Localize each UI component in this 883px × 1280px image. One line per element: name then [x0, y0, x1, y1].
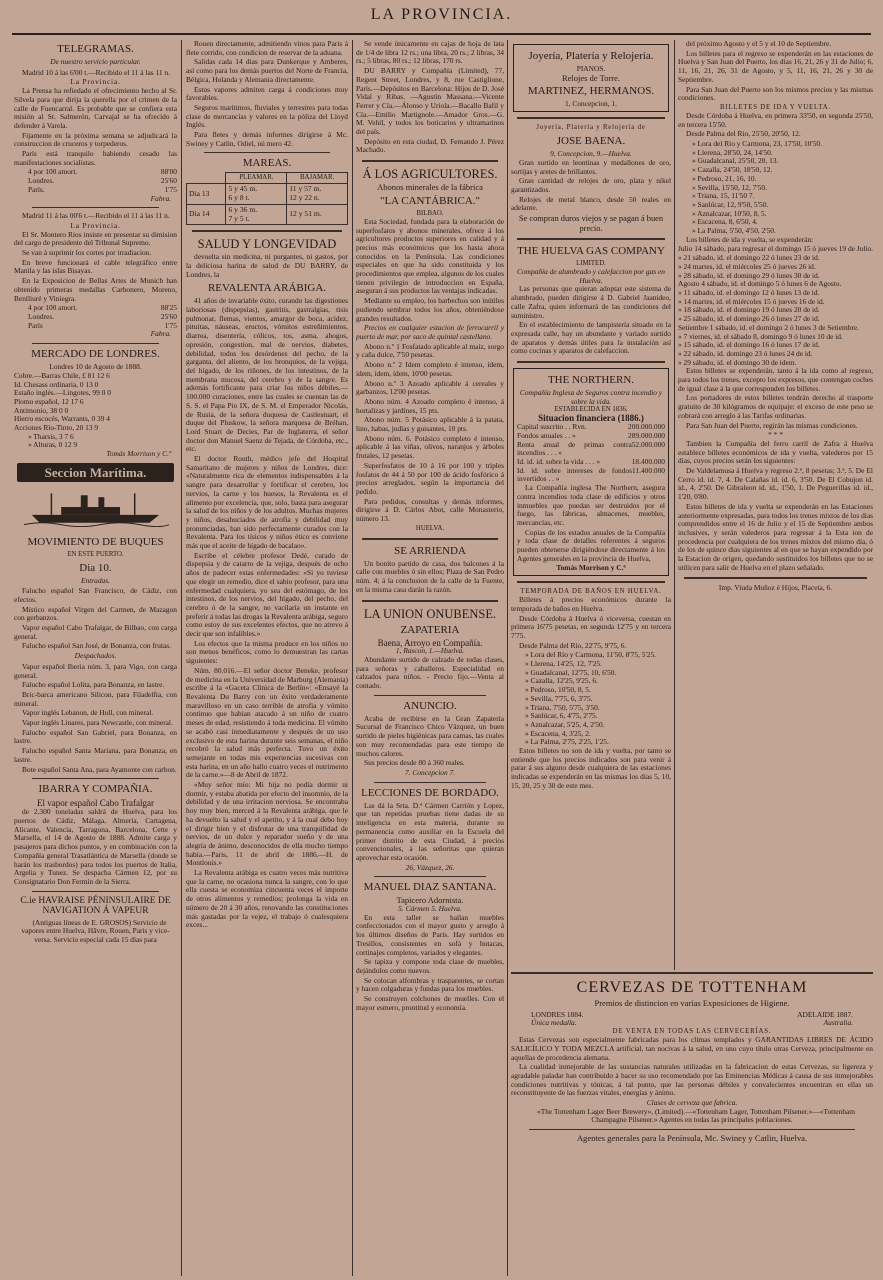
beer-paragraph: Estas Cervezas son especialmente fabricadas para los climas templados y GARANTIDAS LIBRES DE ÁCIDO SALICÍLICO Y TODA MEZCLA artificial, tan nocivas á la salud, en uno cuyo título otras Cerveza, principalmente en aquellas de procedencia alemana.	[511, 1035, 873, 1062]
fertilizer-item: Abono n.º 2 Idem completo é intenso, ídem, ídem, ídem, ídem, 10'00 pesetas.	[356, 360, 504, 378]
union-onubense-heading: LA UNION ONUBENSE.	[363, 606, 497, 621]
fare-row: » Sanlúcar, 12, 9'50, 5'50.	[692, 199, 769, 209]
date-row: » 25 sábado, id. el domingo 26 ó lunes 27 de id.	[678, 314, 820, 324]
gas-company-paragraph: En el establecimiento de lampistería situado en la expresada calle, hay un abundante y variado surtido de aparatos y demás útiles para la instalación así como cocinas y aparatos de calefaccion.	[511, 320, 671, 356]
market-row: Antimonio, 38 0 0	[14, 405, 69, 415]
divider	[32, 891, 159, 892]
revalenta-local-depot: Depósito en esta ciudad, D. Fernando J. Pérez Machado.	[356, 136, 504, 155]
divider	[517, 117, 665, 119]
rate-row: Londres. 25'60	[28, 176, 177, 186]
health-ad-paragraph: «Muy señor mío: Mi hija no podía dormir ni dormir, y estaba abatida por efecto del insomnio, de la debilidad y de una irritacion nerviosa. Se encontraba hoy muy bien, merced á la Revalenta arábiga, que le ha devuelto la salud y el apetito, y á la cual debo hoy el dirigir bien y el disfrutar de una tranquilidad de nervios, de un dulce y reparador sueño y de una alegría de ánimo, desconocidos de ella mucho tiempo había.—Paris, 11 de abril de 1886.—H. de Montlouis.»	[186, 780, 348, 868]
zafra-paragraph: De Valdelamusa á Huelva y regreso 2.ª, 8 pesetas; 3.ª, 5. De El Cerro id. id. 7, 4. De Calañas id. id. 6, 3'50. De El Cobujon id. id., 4, 2'50. De Gibraleon id. id., 1'50, 1. De Peguerillas id. id., 1'20, 0'80.	[678, 466, 873, 502]
column-jewelry-insurance	[511, 40, 671, 970]
fare-row: » Triana, 7'50, 5'75, 3'50.	[525, 702, 600, 712]
movement-day: Dia 10.	[79, 561, 112, 574]
column-divider	[181, 40, 182, 1276]
divider	[517, 238, 665, 240]
divider	[529, 1129, 855, 1130]
column-telegrams-maritime	[14, 40, 177, 1276]
steamship-illustration	[22, 489, 169, 527]
shipping-paragraph: Para fletes y demás informes dirigirse á Mc. Swiney y Catlin, Odiel, nú mero 42.	[186, 130, 348, 148]
financial-row: Id. id. sobre intereses de fondos invertidos . . » 11.400.000	[517, 465, 665, 484]
tides-row	[187, 184, 348, 204]
upholsterer-paragraph: Se colocan alfombras y trasparentes, se cortan y hacen colgaduras y fundas para los muebles.	[356, 975, 504, 994]
column-divider	[674, 40, 675, 970]
divider	[374, 876, 486, 877]
rent-heading: SE ARRIENDA	[394, 544, 466, 557]
market-signature: Tomás Morrison y C.ª	[106, 449, 171, 459]
telegram-paragraph: Se van á suprimir los cortes por irradiacion.	[22, 248, 152, 258]
date-row: Julio 14 sábado, para regresar el domingo 15 ó jueves 19 de Julio.	[678, 244, 873, 254]
rate-row: 4 por 100 amort. 88'00	[28, 167, 177, 177]
health-ad-paragraph: La Revalenta arábiga es cuatro veces más nutritiva que la carne, no ocasiona nunca la sangre, con lo que ella cuesta se economiza cincuenta veces el importe de otros alimentos y remedios; prolonga la vida en número de 20 á 30 años, renovando las constituciones más gastadas por la vejez, el trabajo ó cualesquiera exces...	[186, 868, 348, 930]
ticket-paragraph: Los portadores de estos billetes tendrán derecho al trasporte gratuito de 30 kilógramos de equipaje: el exceso de este peso se cobrará con arreglo á las Tarifas ordinarias.	[678, 393, 873, 420]
pleamar-header: PLEAMAR.	[226, 173, 287, 184]
departure-entry: Vapor inglés Linares, para Newcastle, con mineral.	[22, 718, 173, 728]
market-row: » Alturas, 0 12 9	[28, 440, 78, 450]
northern-subheading: Compañía Inglesa de Seguros contra incendio y sobre la vida.	[519, 388, 663, 406]
health-ad-paragraph: El doctor Routh, médico jefe del Hospital Samaritano de mujeres y niños de Londres, dice: «Naturalmente rica de elementos indispensables á la sangre para desarrollar y fortificar el cerebro, los nervios, la carne y los huesos, la Revalenta es el alimento por excelencia, que, solo, basta para asegurar la salud de los niños y de los adultos. Muchas mujeres y niños, desahuciados de atrofia y debilidad muy pronunciadas, han sido perfectamente curados con la Revalenta. Para los tísicos y niños ético es conviene más que el aceite de hígado de bacalao».	[186, 454, 348, 551]
masthead-rule	[12, 33, 871, 35]
beer-ad-subheading: Premios de distincion en varias Exposiciones de Higiene.	[594, 998, 790, 1008]
upholsterer-paragraph: Se tapiza y compone toda clase de muebles, dejándolos como nuevos.	[356, 957, 504, 975]
beer-sale-notice: DE VENTA EN TODAS LAS CERVECERÍAS.	[612, 1028, 772, 1036]
date-row: » 28 sábado, id. el domingo 29 ó lunes 30 de id.	[678, 270, 820, 280]
upholsterer-paragraph: Se construyen colchones de muelles. Con el mayor esmero, prontitud y economía.	[356, 994, 504, 1012]
date-row: » 24 martes, id. el miércoles 25 ó jueves 26 id.	[678, 261, 816, 271]
fertilizer-item: Abono n.º 3 Azoado aplicable á cereales y garbanzos, 12'00 pesetas.	[356, 378, 504, 397]
baena-paragraph: Gran surtido en leontinas y medallones de oro, sortijas y aretes de brillantes.	[511, 157, 671, 176]
anuncio-heading: ANUNCIO.	[403, 699, 457, 712]
exhibition-london: LONDRES 1884.	[531, 1009, 584, 1019]
telegram-signature: Fabra.	[150, 193, 171, 203]
tides-header-row	[187, 173, 348, 184]
upholsterer-heading: MANUEL DIAZ SANTANA.	[363, 881, 497, 894]
fare-row: » La Palma, 2'75, 2'25, 1'25.	[525, 737, 609, 747]
baena-address: 9, Concepcion, 9.—Huelva.	[550, 149, 632, 159]
bathing-paragraph: Desde Palma del Río, 22'75, 9'75, 6.	[519, 640, 627, 650]
tides-bajamar: 11 y 57 m. 12 y 22 n.	[287, 184, 348, 204]
northern-ad-box	[513, 368, 669, 576]
baena-heading: Joyería, Platería y Relojería de	[536, 124, 646, 132]
jewelry-address: 1, Concepcion, 1.	[565, 99, 617, 109]
financial-row: Capital suscrito . . Rvn. 200.000.000	[517, 422, 665, 432]
telegrams-heading: TELEGRAMAS.	[57, 43, 134, 55]
ship-movement-heading: MOVIMIENTO DE BUQUES	[27, 535, 164, 548]
masthead	[0, 6, 883, 36]
divider	[684, 577, 867, 579]
tides-pleamar: 6 y 36 m. 7 y 5 t.	[226, 204, 287, 224]
health-ad-paragraph: Los efectos que la misma produce en los niños no son menos benéficos, como lo demuestran las cartas siguientes:	[186, 638, 348, 666]
upholsterer-paragraph: En esta taller se hallan muebles confeccionados con el mayor gusto y arreglo á los últimos diseños de Paris. Hay surtidos en Tresillos, consistentes en sofá y butacas, cortinajes completos, variados y elegantes.	[356, 912, 504, 957]
london-market-date: Londres 10 de Agosto de 1888.	[49, 362, 142, 372]
bathing-paragraph: Desde Córdoba á Huelva ó viceversa, cuestan en primera 16'75 pesetas, en segunda 12'75 y en tercera 7'75.	[511, 613, 671, 640]
arrival-entry: Falucho español San Francisco, de Cádiz, con efectos.	[14, 586, 177, 604]
cantabrica-name: "LA CANTÁBRICA."	[379, 194, 481, 207]
bathing-fare-list	[511, 651, 671, 747]
date-row: » 21 sábado, id. el domingo 22 ó lunes 23 de id.	[678, 253, 820, 263]
arrival-entry: Falucho español San José, de Bonanza, con frutas.	[22, 641, 172, 651]
financial-row: Id. id. id. sobre la vida . . . » 18.400.000	[517, 456, 665, 466]
market-row: Acciones Río-Tinto, 20 13 9	[14, 423, 99, 433]
gas-company-tagline: Compañía de alumbrado y calefaccion por gas en Huelva.	[517, 267, 665, 285]
tides-row	[187, 204, 348, 224]
tides-day: Dia 14	[187, 204, 226, 224]
fare-row: » Cazalla, 12'25, 9'25, 6.	[525, 676, 598, 686]
revalenta-prices: Se vende únicamente en cajas de hoja de lata de 1/4 de libra 12 rs.; una libra, 20 rs.; 2 libras, 34 rs.; 5 libras, 80 rs.; 12 libras, 170 rs.	[356, 40, 504, 66]
arrivals-label: Entradas.	[81, 575, 110, 585]
shipping-paragraph: Rouen directamente, admitiendo vinos para Paris á flete corrido, con condicion de reservar de la aduana.	[186, 40, 348, 57]
jewelry-heading: Joyería, Platería y Relojería.	[528, 50, 654, 62]
departure-entry: Bote español Santa Ana, para Ayamonte con carbon.	[22, 764, 177, 774]
date-row: » 22 sábado, id. domingo 23 ó lunes 24 de id.	[678, 348, 813, 358]
market-row: Plomo español, 12 17 6	[14, 396, 84, 406]
ticket-paragraph: Estos billetes se expenderán, tanto á la ida como al regreso, para todos los trenes, excepto los expresos, que contengan coches de igual clase á la que corresponden los billetes.	[678, 366, 873, 393]
northern-financial-list	[517, 423, 665, 484]
telegram-paragraph: La Prensa ha refiedado el ofrecimiento hecho al Sr. Silvela para que dirija la querella por el crimen de la calle de Fuencarral. Es probable que se confiera esta misión al Sr. Salmerón, Carvajal se ha ofrecido á defender á Varela.	[14, 86, 177, 130]
tides-heading: MAREAS.	[242, 157, 292, 170]
anuncio-paragraph: Sus precios desde 80 á 360 reales.	[364, 758, 465, 768]
rates-list	[14, 168, 177, 194]
column-divider	[352, 40, 353, 1276]
fare-row: » Aznalcazar, 5'25, 4, 2'50.	[525, 719, 605, 729]
newspaper-title: LA PROVINCIA.	[370, 6, 513, 23]
shipping-paragraph: Seguros marítimos, fluviales y terrestres para todas clase de mercancías y valores en la póliza del Lloyd Inglés.	[186, 102, 348, 130]
gas-company-limited: LIMITED.	[576, 260, 606, 268]
telegram-dateline: Madrid 11 á las 00'6 t.—Recibido el 11 á las 11 n.	[22, 211, 170, 221]
departures-label: Despachados.	[74, 651, 117, 661]
fare-row: » Sevilla, 15'50, 12, 7'50.	[692, 182, 767, 192]
jewelry-ad-box	[513, 44, 669, 112]
anuncio-paragraph: Acaba de recibirse en la Gran Zapatería Sucursal de Francisco Chico Vázquez, un buen surtido de pieles higiénicas para camas, las cuales son muy recomendadas para este tiempo de muchos calores.	[356, 713, 504, 758]
rate-row: París. 1'75	[28, 184, 177, 194]
telegram-source: La Provincia.	[70, 220, 121, 230]
date-row: » 15 sábado, id. el domingo 16 ó lunes 17 de id.	[678, 340, 820, 350]
fare-row: » Sevilla, 7'75, 6, 3'75.	[525, 693, 593, 703]
beer-classes-heading: Clases de cerveza que fabrica.	[646, 1098, 738, 1108]
agriculture-heading: Á LOS AGRICULTORES.	[362, 167, 498, 182]
health-ad-paragraph: Escribe el célebre profesor Dedé, curado de dispepsia y de catarro de la vejiga, después de ocho años de padecer estas enfermedades: «Si yo tuviese que elegir un remedio, dice el sabio profesor, para una enfermedad cualquiera, yo sea del estómago, de los intestinos, de los nervios, del hígado, del pecho, del cerebro ó de la sangre, no vacilaría un instante en preferir á todas las drogas la Revalenta arábiga, seguro como estoy de sus excelentes efectos, que no atrevo á decir que son infalibles.»	[186, 550, 348, 639]
ticket-paragraph: Los billetes de ida y vuelta, se expenderán:	[686, 234, 814, 244]
column-tides-health	[186, 40, 348, 1276]
date-row: » 11 sábado, id. el domingo 12 ó lunes 13 de id.	[678, 287, 820, 297]
ship-movement-subheading: EN ESTE PUERTO.	[67, 550, 124, 558]
northern-heading: THE NORTHERN.	[547, 374, 635, 387]
agriculture-paragraph: Superfosfatos de 10 á 16 por 100 y triples fosfatos de 44 á 50 por 100 de ácido fosfórico á precios arreglados, según la importancia del pedido.	[356, 460, 504, 496]
rate-row: Londres. 25'60	[28, 311, 177, 321]
telegram-signature: Fabra.	[150, 329, 171, 339]
ibarra-heading: IBARRA Y COMPAÑIA.	[38, 783, 153, 796]
telegrams-subheading: De nuestro servicio particular.	[50, 57, 141, 66]
maritime-section-banner: Seccion Marítima.	[17, 463, 174, 482]
divider	[362, 538, 498, 540]
ticket-paragraph: Desde Palma del Rio, 25'50, 20'50, 12.	[686, 129, 801, 139]
fare-row: » Guadalcanal, 12'75, 10, 6'50.	[525, 667, 617, 677]
arrival-entry: Místico español Virgen del Carmen, de Mazagon con gerbanzos.	[14, 604, 177, 623]
bathing-paragraph: Estos billetes no son de ida y vuelta, por tanto se entiende que los precios indicados son para venir á parar á sus alguno desde cualquiera de las estaciones indicadas se expenderán en las mismas los dias 5, 10, 15, 20, 25 y 30 de este mes.	[511, 746, 671, 790]
date-row: » 14 martes, id. el miércoles 15 ó jueves 16 de id.	[678, 296, 825, 306]
fare-row: » Lora del Río y Carmona, 23, 17'50, 10'50.	[692, 139, 822, 149]
departure-entry: Vapor inglés Lebanon, de Hull, con mineral.	[22, 708, 154, 718]
northern-paragraph: Copias de los estados anuales de la Compañía y toda clase de detalles referentes á seguros pueden obtenerse dirigiéndose directamente á los Agentes generales en la provincia de Huelva,	[517, 527, 665, 563]
tides-bajamar: 12 y 51 m.	[287, 204, 348, 224]
beer-agents: Agentes generales para la Península, Mc. Swiney y Catlin, Huelva.	[576, 1133, 808, 1144]
fertilizer-item: Abono núm. 6. Potásico completo é intenso, aplicable á las viñas, olivos, naranjos y árboles frutales, 12 pesetas.	[356, 433, 504, 461]
section-stars: * * *	[768, 430, 783, 440]
market-row: Id. Chesass ordinaria, 0 13 0	[14, 379, 99, 389]
financial-row: Renta anual de primas contra incendios . . . » 52.000.000	[517, 439, 665, 458]
tottenham-beer-ad	[511, 972, 873, 1272]
column-agriculture-ads	[356, 40, 504, 1276]
date-row: » 7 viernes, id. el sábado 8, domingo 9 ó lunes 10 de id.	[678, 331, 843, 341]
divider	[204, 152, 330, 153]
ticket-paragraph: Para San Juan del Puerto, regirán las mismas condiciones.	[686, 420, 858, 430]
embroidery-address: 26, Vázquez, 26.	[405, 862, 455, 872]
embroidery-heading: LECCIONES DE BORDADO.	[361, 786, 499, 799]
telegram-paragraph: En la Exposicion de Bellas Artes de Munich han obtenido primeras medallas Carbonero, Moreno, Benlliuré y Viniegra.	[14, 276, 177, 303]
revalenta-depots: DU BARRY y Compañía (Limited), 77, Regent Street, Londres, y 8, rue Castiglione, París.—Depósitos en Barcelona: Hijos de D. José Vidal y Ribas. —Agustín Massana.—Vicente Ferrer y Cía.—Álonso y Uriola.—Bacallo Bafil y Cía.—Emilio Martignole.—Amador Gros.—G. M. Vehil, y todos los boticarios y ultramarinos del país.	[356, 66, 504, 137]
market-row: Estaño inglés.—Lingotes, 99 0 0	[14, 388, 111, 398]
departure-entry: Falucho español Lolita, para Bonanza, en lastre.	[22, 680, 165, 690]
agriculture-paragraph: Mediante su empleo, los barbechos son inútiles pudiendo sembrar todos los años, obteniéndose grandes resultados.	[356, 296, 504, 323]
divider	[192, 230, 342, 232]
market-row: Cobre.—Barras Chile, £ 81 12 6	[14, 370, 110, 380]
divider	[511, 972, 873, 974]
fertilizer-item: Abono n.º 1 Fosfatado aplicable al maíz, sorgo y caña dulce, 7'50 pesetas.	[356, 341, 504, 360]
health-ad-heading: SALUD Y LONGEVIDAD	[197, 237, 337, 252]
anuncio-address: 7. Concepcion 7.	[404, 768, 456, 777]
divider	[517, 361, 665, 363]
telegram-paragraph: En breve funcionará el cable telegráfico entre Manila y las islas Bisayas.	[14, 257, 177, 276]
fare-row: » Aznalcazar, 10'50, 8, 5.	[692, 208, 767, 218]
gas-company-heading: THE HUELVA GAS COMPANY	[517, 245, 665, 258]
divider	[374, 695, 486, 696]
embroidery-paragraph: Las dá la Srta. D.ª Cármen Carrión y Lopez, que tan repetidas pruebas tiene dadas de su inteligencia en esta materia, durante su permanencia como auxiliar en la Escuela del primer distrito de esta Ciudad, á precios convencionales, á las señoritas que quieran aprovechar esta ocasión.	[356, 800, 504, 862]
divider	[374, 782, 486, 783]
departure-entry: Bric-barca americano Silicon, para Filadelfia, con mineral.	[14, 689, 177, 708]
agriculture-subheading: Abonos minerales de la fábrica	[377, 182, 483, 193]
departure-entry: Vapor español Iberia núm. 3, para Vigo, con carga general.	[14, 661, 177, 680]
divider	[517, 581, 665, 583]
divider	[32, 343, 159, 344]
arrival-entry: Vapor español Cabo Trafalgar, de Bilbao, con carga general.	[14, 623, 177, 641]
divider	[362, 160, 498, 162]
agriculture-paragraph: Esta Sociedad, fundada para la elaboración de superfosfatos y abonos minerales, ofrece á los agricultores productos superiores en calidad y á precios más económicos que los hasta ahora conocidos en la Península. Las condiciones especiales en que ha sido constituida y los procedimientos que emplea, algunos de los cuales tienen privilegio de introduccion en España, aseguran á sus productos las ventajas indicadas.	[356, 216, 504, 296]
telegram-dateline: Madrid 10 á las 6'00 t.—Recibido el 11 á las 11 n.	[22, 67, 170, 77]
jewelry-pianos: PIANOS.	[576, 64, 606, 73]
fare-row: » La Palma, 5'50, 4'50, 2'50.	[692, 226, 776, 236]
baena-buy-notice: Se compran duros viejos y se pagan á buen precio.	[518, 214, 664, 233]
beer-classes-list: «The Tottenham Lager Beer Brewery», (Limited).—«Tottenham Lager, Tottenham Pilsener.»—«Tottenham Champagne Pilsener.» Agentes en todas las principales poblaciones.	[537, 1106, 855, 1125]
havraise-text: (Antiguas líneas de E. GROSOS) Servicio de vapores entre Huelva, Hâvre, Rouen, Paris y vice-versa. Servicio especial cada 15 dias para	[21, 917, 170, 945]
column-divider	[507, 40, 508, 1276]
fare-row: » Triana, 15, 11'50 7.	[692, 191, 755, 201]
departure-entry: Falucho español San Gabriel, para Bonanza, en lastre.	[14, 727, 177, 746]
beer-medals	[531, 1019, 853, 1028]
jewelry-owner: MARTINEZ, HERMANOS.	[527, 85, 655, 98]
fare-row: » Llerena, 28'50, 24, 14'50.	[692, 147, 773, 157]
ticket-paragraph: Los billetes para el regreso se expenderán en las estaciones de Huelva y San Juan del Puerto, los dias 16, 21, 26 y 31 de Julio; 6, 11, 16, 21, 26, 31 de Agosto, y 5, 11, 16, 21, 26 y 30 de Septiembre.	[678, 48, 873, 84]
divider	[32, 207, 159, 208]
baena-paragraph: Gran cantidad de relojes de oro, plata y níkel garantizados.	[511, 176, 671, 194]
departure-entry: Falucho español Santa Mariana, para Bonanza, en lastre.	[14, 746, 177, 764]
beer-exhibitions	[531, 1011, 853, 1020]
fare-row: » Llerena, 14'25, 12, 7'25.	[525, 659, 602, 669]
market-row: » Tharsis, 3 7 6	[28, 431, 74, 441]
tides-table	[186, 172, 348, 225]
northern-paragraph: La Compañía inglesa The Northern, asegura contra incendios toda clase de edificios y otros inmuebles que puedan ser destruidos por el fuego, las fábricas, almacenes, muebles, mercancías, etc.	[517, 483, 665, 527]
medal-australia: Australia.	[823, 1018, 853, 1028]
rate-row: 4 por 100 amort. 88'25	[28, 303, 177, 313]
rent-paragraph: Un bonito partido de casa, dos balcones á la calle con muebles ó sin ellos; Plaza de San Pedro núm. 4; á la conclusion de la calle de la Fuente, en la misma casa darán la razón.	[356, 558, 504, 594]
fare-row: » Lora del Río y Carmona, 11'50, 8'75, 5'25.	[525, 650, 656, 660]
telegram-paragraph: Fijamente en la próxima semana se adjudicará la construccion de cruceros y torpederos.	[14, 130, 177, 149]
agriculture-place: HUELVA.	[415, 524, 445, 532]
date-row: Setiembre 1 sábado, id. el domingo 2 ó lunes 3 de Setiembre.	[678, 322, 860, 332]
rates-list	[14, 304, 177, 330]
ibarra-text: de 2.300 toneladas saldrá de Huelva, para los puertos de Cádiz, Málaga, Almería, Cartagena, Alicante, Valencia, Tarragona, Barcelona, Cette y Marsella, el 14 de Agosto de 1888. Admite carga y pasajeros para dichos puntos, y en combinación con la Compañía general Trasatlántica de Marsella (donde se harán los trasbordos) para todos los puertos de Italia, Argelia y Tunez. Se despacha Cármen 12, por su Consignatario Don Fermín de la Sierra.	[14, 807, 177, 886]
northern-financial-state: Situacion financiera (1886.)	[538, 413, 644, 424]
health-ad-paragraph: Núm. 80.016.—El señor doctor Beneke, profesor de medicina en la Universidad de Marburg (Alemania) escribe á la «Gaceta Clínica de Berlín»: «Ensayé la Revalenta Du Barry con un éxito verdaderamente maravilloso en un caso terrible de atrofia y vómito continuo que habian atacado á un niño de cuatro meses de edad, resistiendo á toda medicina. El vómito se acabó casi inmediatamente y después de un uso exclusivo de esta harina durante seis semanas, el niño recobró la salud más perfecta. Tuvo un éxito semejante en todas mis experiencias sucesivas con esta harina, en un año hallo cuatro veces el nutrimento de la carne.»—8 de Abril de 1872.	[186, 665, 348, 780]
ticket-paragraph: Desde Córdoba á Huelva, en primera 33'50, en segunda 25'50, en tercera 15'50.	[678, 110, 873, 129]
fertilizer-item: Abono núm. 4 Azoado completo é intenso, á hortalizas y jardines, 15 pts.	[356, 396, 504, 415]
telegram-paragraph: El Sr. Montero Rios insiste en presentar su dimision del cargo de presidente del Tribunal Supremo.	[14, 229, 177, 248]
exhibition-adelaide: ADELAIDE 1887.	[797, 1009, 853, 1019]
divider	[362, 600, 498, 602]
fare-row: » Pedroso, 10'50, 8, 5.	[525, 685, 591, 695]
financial-row: Fondos anuales . . » 289.000.000	[517, 430, 665, 440]
baena-name: JOSE BAENA.	[556, 135, 626, 148]
beer-ad-heading: CERVEZAS DE TOTTENHAM	[576, 979, 808, 996]
jewelry-clocks: Relojes de Torre.	[561, 72, 621, 83]
medal-london: Única medalla.	[531, 1018, 577, 1028]
fare-row: » Escacena, 8, 6'50, 4.	[692, 217, 758, 227]
fare-row: » Sanlúcar, 6, 4'75, 2'75.	[525, 711, 598, 721]
bajamar-header: BAJAMAR.	[287, 173, 348, 184]
northern-agent: Tomás Morrison y C.ª	[556, 563, 626, 573]
gas-company-paragraph: Las personas que quieran adoptar este sistema de alumbrado, pueden dirigirse á D. Gabriel Jaanideo, calle Zafra, quien informará de las condiciones del suministro.	[511, 284, 671, 320]
ibarra-lead: El vapor español Cabo Trafalgar	[37, 798, 154, 809]
rate-row: París 1'75	[28, 320, 177, 330]
shipping-paragraph: Estos vapores admiten carga á condiciones muy favorables.	[186, 84, 348, 103]
upholsterer-address: 5. Cármen 5. Huelva.	[398, 904, 462, 914]
telegram-source: La Provincia.	[70, 77, 121, 87]
northern-established: ESTABLECIDA EN 1836.	[554, 406, 628, 414]
tides-day: Dia 13	[187, 184, 226, 204]
date-row: » 18 sábado, id. el domingo 19 ó lunes 20 de id.	[678, 305, 820, 315]
telegram-paragraph: París está tranquilo habiendo cesado las manifestaciones socialistas.	[14, 149, 177, 167]
date-row: Agosto 4 sábado, id. el domingo 5 ó lunes 6 de Agosto.	[678, 279, 842, 289]
round-trip-heading: BILLETES DE IDA Y VUELTA.	[720, 103, 831, 111]
date-row: » 29 sábado, id. el domingo 30 de idem.	[678, 357, 797, 367]
fare-row: » Escacena, 4, 3'25, 2.	[525, 728, 591, 738]
health-ad-paragraph: 41 años de invariable éxito, curando las digestiones laboriosas (dispepsias), gastritis, gastralgias, tisis pulmonar, flemas, vientos, amargor de boca, acidez, pituitas, náuseas, eructos, vómitos estreñimientos, diarrea, disentería, cólicos, tos, asma, ahogos, opresión, congestion, mal de nervios, diabetes, debilidad, todos los desórdenes del pecho, de la garganta, del aliento, de los bronquios, de la vejiga, del hígado, de los riñones, de los intestinos, de la membrana mucosa, del cerebro y de la sangre. Es además fortificante para criar los niños débiles.—100.000 curaciones, entre las cuales se cuentan las de S. S. el Papa Pio IX, de S. M. el Emperador Nicolás, de Rusia, de la señora duquesa de Castlestuart, el duque del Pluskow, la señora marquesa de Bréhan, Lord Stuart de Decies, Par de Inglaterra, el señor doctor don Manuel Saenz de Tejada, de Córdoba, etc., etc.	[186, 296, 348, 454]
ticket-paragraph: Para San Juan del Puerto son los mismos precios y las mismas condiciones.	[678, 84, 873, 103]
fare-row: » Cazalla, 24'50, 18'50, 12.	[692, 165, 773, 175]
divider	[32, 778, 159, 779]
tides-pleamar: 5 y 45 m. 6 y 8 t.	[226, 184, 287, 204]
shoe-shop-address: 1, Rascon, 1.—Huelva.	[395, 646, 465, 656]
printer-imprint: Imp. Viuda Muñoz é Hijos, Placeta, 6.	[718, 583, 833, 593]
round-trip-date-list	[678, 245, 873, 367]
market-row: Hierro escocés, Warrants, 0 39 4	[14, 414, 110, 424]
bathing-season-heading: TEMPORADA DE BAÑOS EN HUELVA.	[520, 588, 662, 596]
bathing-paragraph: Billetes á precios económicos durante la temporada de baños en Huelva.	[511, 595, 671, 613]
fare-row: » Guadalcanal, 25'50, 20, 13.	[692, 156, 779, 166]
revalenta-product-name: REVALENTA ARÁBIGA.	[207, 282, 327, 295]
column-railway-tickets	[678, 40, 873, 970]
agriculture-paragraph: Para pedidos, consultas y demás informes, dirigirse á D. Cárlos Abot, calle Monasterio, número 13.	[356, 496, 504, 524]
agriculture-paragraph: Precios en cualquier estacion de ferrocarril y puerto de mar, por saco de quintal castellano.	[356, 323, 504, 341]
london-market-list	[14, 372, 177, 450]
upholsterer-trade: Tapicero Adornista.	[396, 895, 464, 906]
london-market-heading: MERCADO DE LONDRES.	[31, 348, 160, 361]
agriculture-place: BILBAO.	[416, 209, 444, 217]
zafra-paragraph: Tambien la Compañía del ferro carril de Zafra á Huelva establece billetes económicos de ida y vuelta, valederos por 15 dias, cuyos precios serán los siguientes:	[678, 438, 873, 466]
shoe-shop-owners: Baena, Arroyo en Compañía.	[377, 637, 483, 648]
shoe-shop-heading: ZAPATERIA	[400, 623, 460, 636]
fertilizer-item: Abono núm. 5 Potásico aplicable á la patata, lino, habas, judías y guisantes, 10 pts.	[356, 415, 504, 434]
havraise-heading: C.ie HAVRAISE PÉNINSULAIRE DE NAVIGATION Á VAPEUR	[20, 895, 171, 917]
baena-paragraph: Relojes de metal blanco, desde 50 reales en adelante.	[511, 194, 671, 213]
ticket-paragraph: del próximo Agosto y el 5 y el 10 de Septiembre.	[686, 40, 832, 48]
health-ad-lead: devuelta sin medicina, ni purgantes, ni gastos, por la deliciosa harina de salud de DU BARRY, de Londres, la	[186, 252, 348, 279]
beer-paragraph: La cualidad inmejorable de las sustancias naturales utilizadas en la fabricacion de estas Cervezas, su ligereza y agradable paladar han contribuido á hacer su uso recomendado por las Eminencias Médicas á causa de sus inmejorables condiciones nutritivas y tónicas, á tal punto, que las personas débiles y convalecientes encuentran en ellas un reconstituyente de las fuerzas vitales, energías y ánimo.	[511, 1062, 873, 1098]
fare-row: » Pedroso, 21, 16, 10.	[692, 173, 757, 183]
shipping-paragraph: Salidas cada 14 dias para Dunkerque y Amberes, así como para los demás puertos del Norte de Francia, Bélgica, Holanda y Alemania directamente.	[186, 57, 348, 84]
shoe-shop-paragraph: Abundante surtido de calzado de todas clases, para señoras y caballeros. Especialidad en calzados para niños. - Precio fijo.—Venta al contado.	[356, 654, 504, 691]
zafra-paragraph: Estos billetes de ida y vuelta se expenderán en las Estaciones anteriormente expresadas, para todos los trenes mixtos de los dias comprendidos entre el 16 de Julio y el 15 de Septiembre ambos inclusives, y serán valederos para regresar á la Esta ion de procedencia por cualquiera de los trenes mixtos del mismo día, ó de los de quince dias siguientes al en que se hayan expendido por la Estacion de origen, quedando sustituidos los billetes que no se utilicen para salir de Huelva en el plazo señalado.	[678, 501, 873, 572]
round-trip-fare-list	[678, 140, 873, 236]
